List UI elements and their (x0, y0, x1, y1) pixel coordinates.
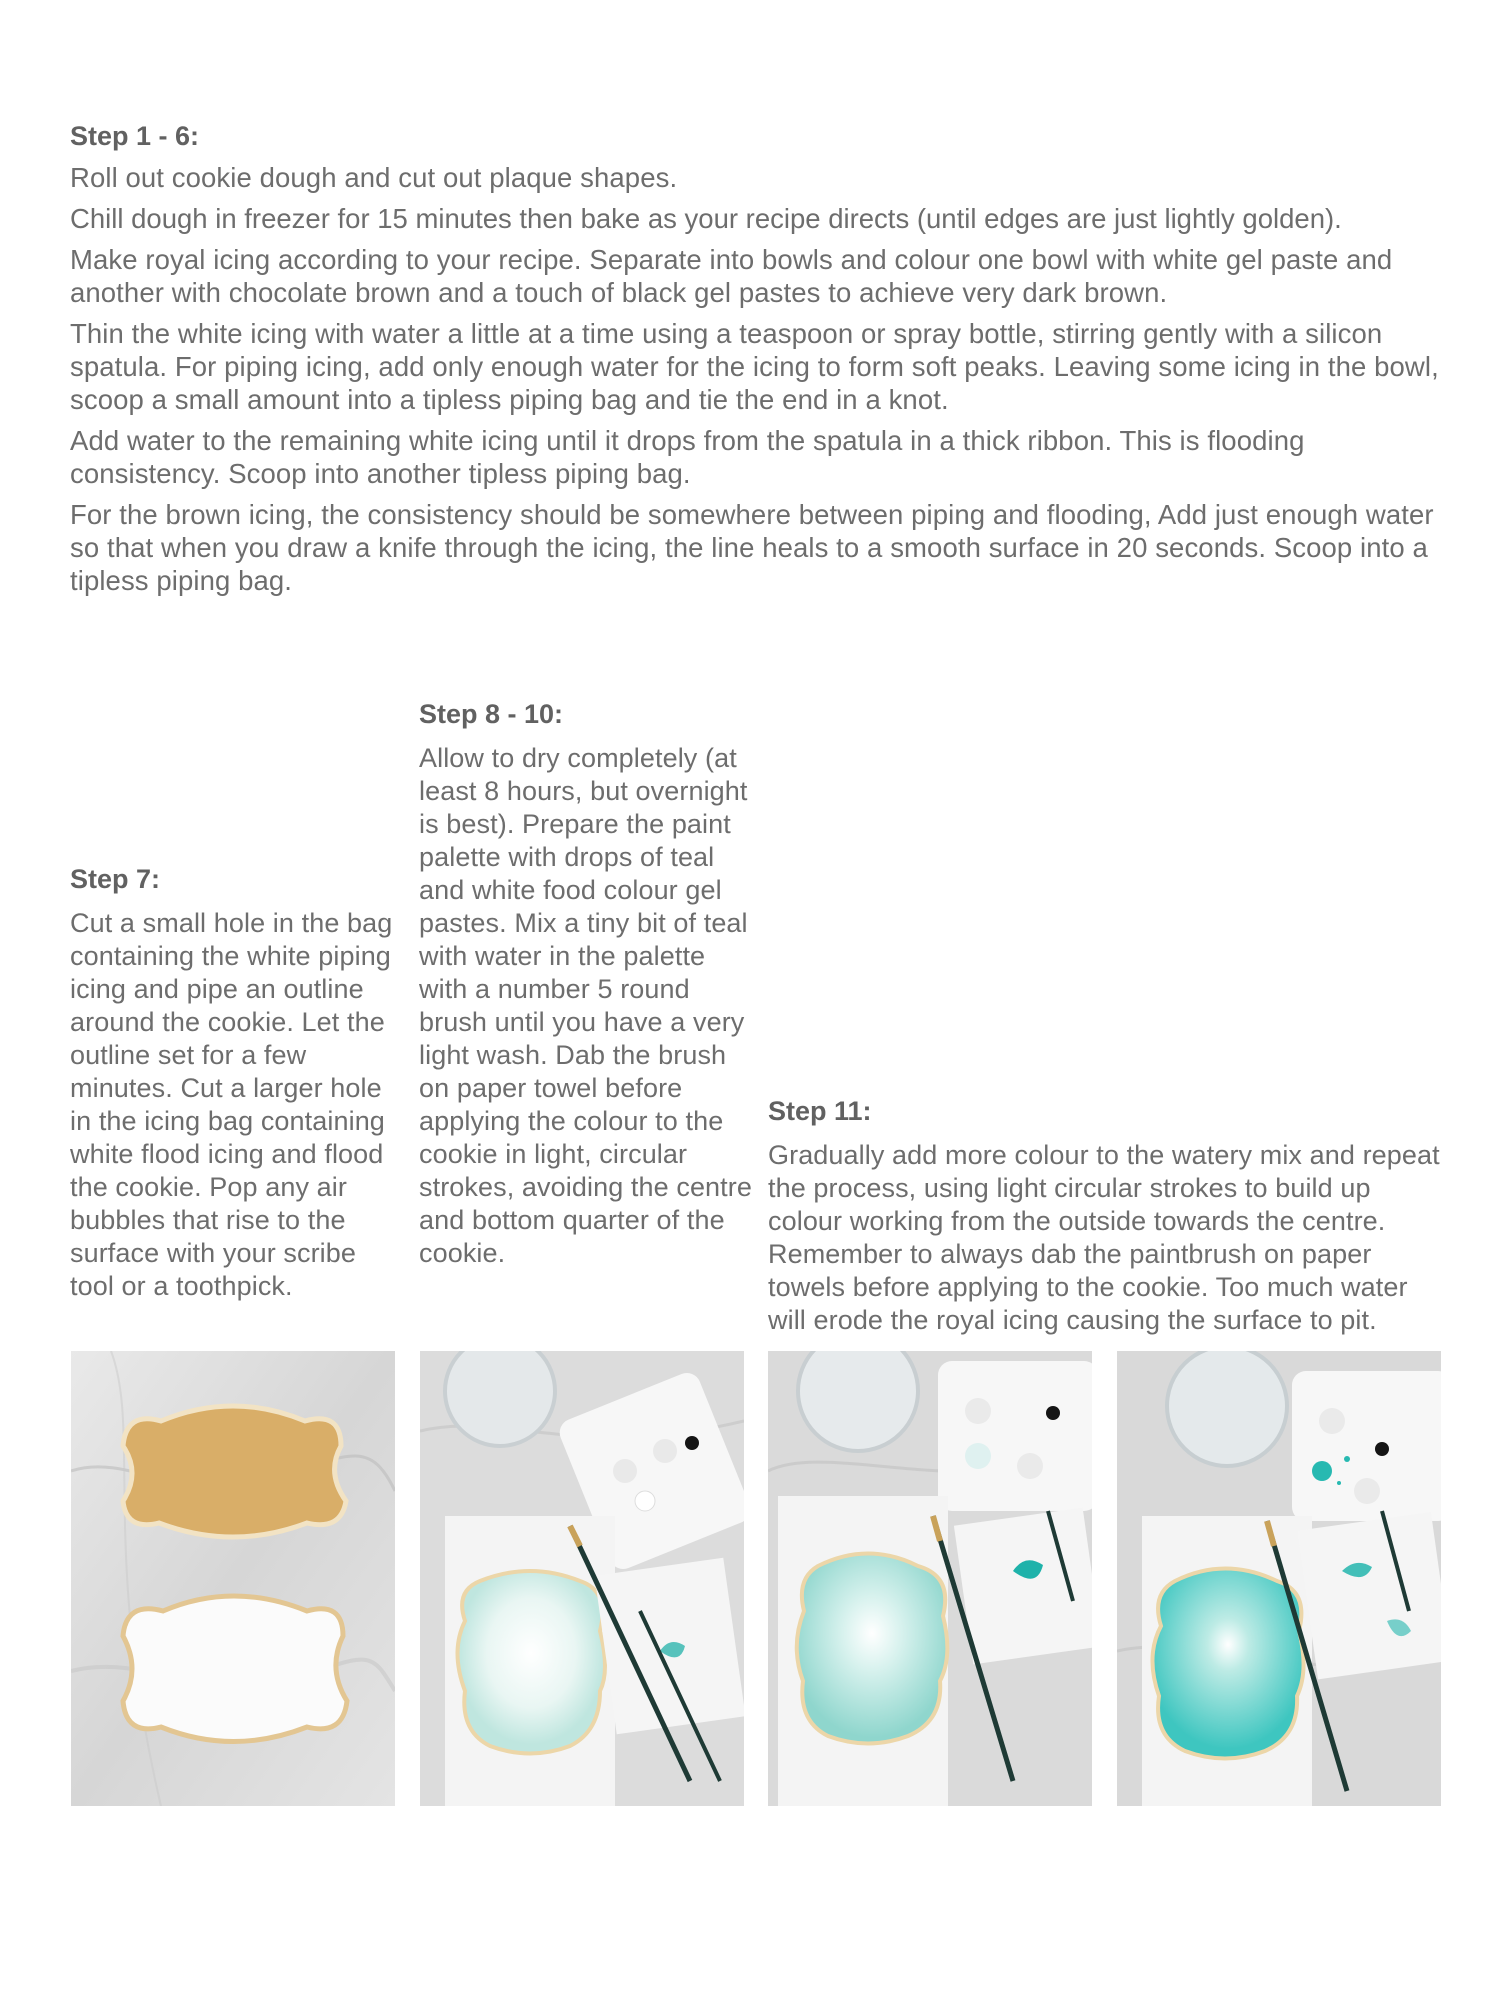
cookies-on-marble-image (71, 1351, 395, 1806)
step-7-heading: Step 7: (70, 864, 161, 894)
photo-step-7 (71, 1351, 395, 1806)
step-8-10-heading: Step 8 - 10: (419, 699, 564, 729)
step-paragraph: Add water to the remaining white icing until it drops from the spatula in a thick ribbon. This is flooding consistency. Scoop into another tipless piping bag. (70, 425, 1305, 489)
step-paragraph: Chill dough in freezer for 15 minutes then bake as your recipe directs (until edges are just lightly golden). (70, 203, 1342, 234)
step-1-6-section (70, 120, 1450, 605)
step-paragraph: Make royal icing according to your recipe. Separate into bowls and colour one bowl with white gel paste and another with chocolate brown and a touch of black gel pastes to achieve very dark brown. (70, 244, 1393, 308)
step-paragraph: Thin the white icing with water a little at a time using a teaspoon or spray bottle, stirring gently with a silicon spatula. For piping icing, add only enough water for the icing to form soft peaks. Leaving some icing in the bowl, scoop a small amount into a tipless piping bag and tie the end in a knot. (70, 318, 1439, 415)
step-11-heading: Step 11: (768, 1096, 872, 1126)
step-1-6-heading: Step 1 - 6: (70, 121, 200, 151)
light-wash-cookie-image (420, 1351, 744, 1806)
step-7-column (70, 863, 400, 1303)
step-11-column (768, 1095, 1448, 1337)
photo-step-11-a (768, 1351, 1092, 1806)
step-paragraph: For the brown icing, the consistency should be somewhere between piping and flooding, Add just enough water so that when you draw a knife through the icing, the line heals to a smooth surface in 20 seconds. Scoop into a tipless piping bag. (70, 499, 1434, 596)
step-8-10-column (419, 698, 754, 1270)
building-colour-cookie-image (768, 1351, 1092, 1806)
photo-step-8-10 (420, 1351, 744, 1806)
photo-step-11-b (1117, 1351, 1441, 1806)
step-8-10-text: Allow to dry completely (at least 8 hours, but overnight is best). Prepare the paint palette with drops of teal and white food colour gel pastes. Mix a tiny bit of teal with water in the palette with a number 5 round brush until you have a very light wash. Dab the brush on paper towel before applying the colour to the cookie in light, circular strokes, avoiding the centre and bottom quarter of the cookie. (419, 743, 752, 1268)
step-paragraph: Roll out cookie dough and cut out plaque shapes. (70, 162, 678, 193)
step-7-text: Cut a small hole in the bag containing the white piping icing and pipe an outline around the cookie. Let the outline set for a few minutes. Cut a larger hole in the icing bag containing white flood icing and flood the cookie. Pop any air bubbles that rise to the surface with your scribe tool or a toothpick. (70, 908, 393, 1301)
finished-teal-cookie-image (1117, 1351, 1441, 1806)
step-11-text: Gradually add more colour to the watery mix and repeat the process, using light circular strokes to build up colour working from the outside towards the centre. Remember to always dab the paintbrush on paper towels before applying to the cookie. Too much water will erode the royal icing causing the surface to pit. (768, 1140, 1440, 1335)
